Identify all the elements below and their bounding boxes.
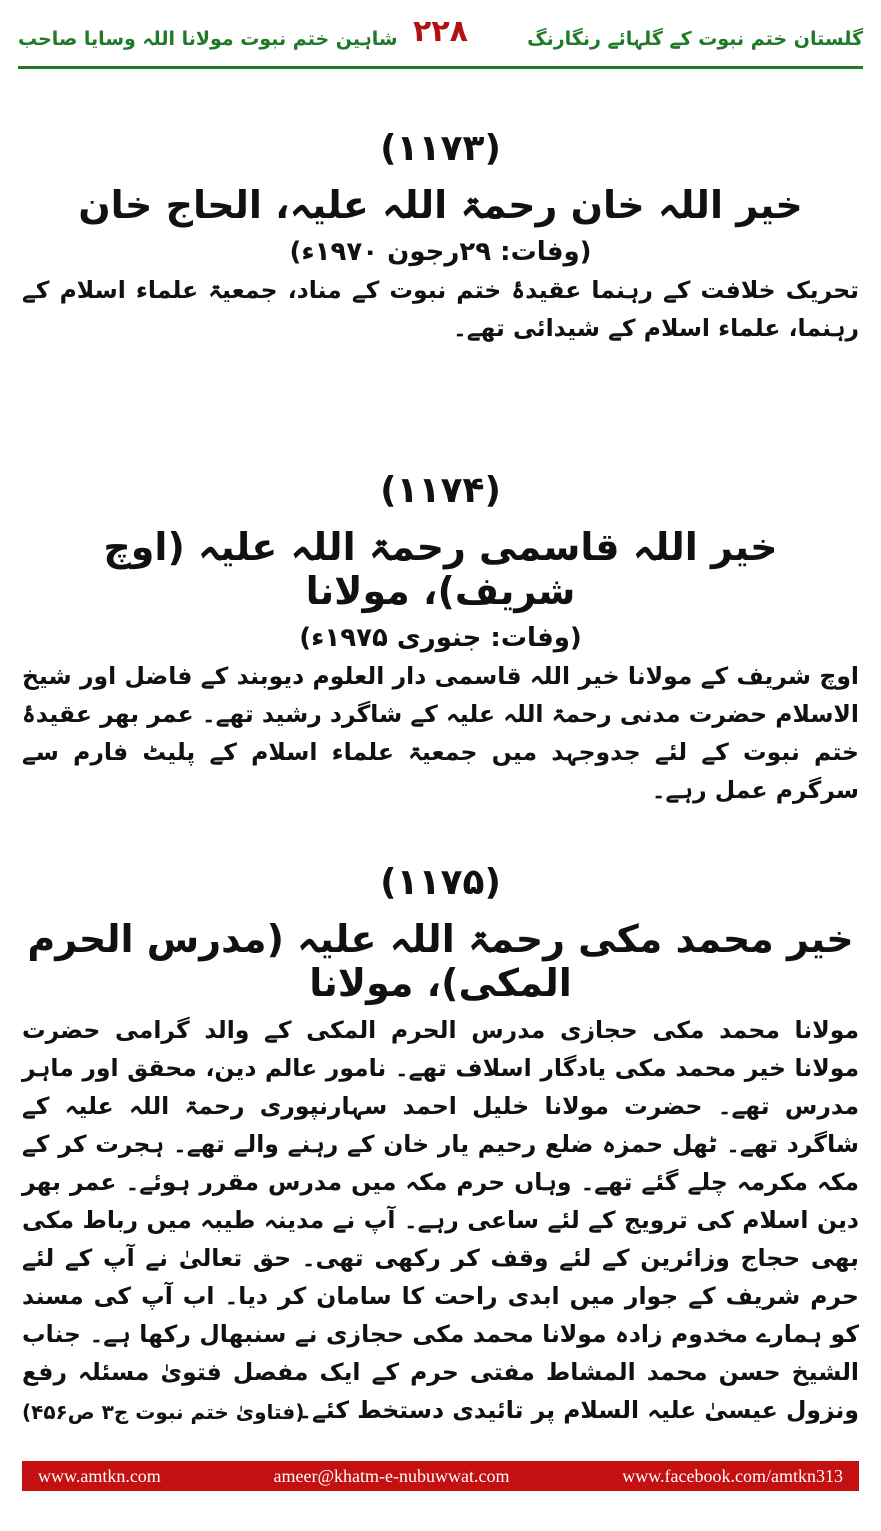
entry-number: (۱۱۷۵) bbox=[380, 862, 501, 903]
entry-dates: (وفات: ۲۹رجون ۱۹۷۰ء) bbox=[289, 237, 592, 267]
header-divider bbox=[18, 66, 863, 69]
page-header bbox=[18, 14, 863, 64]
footer-facebook-link[interactable]: www.facebook.com/amtkn313 bbox=[622, 1465, 843, 1486]
entry-number: (۱۱۷۴) bbox=[380, 470, 501, 511]
entry-body: مولانا محمد مکی حجازی مدرس الحرم المکی کے والد گرامی حضرت مولانا خیر محمد مکی یادگار اسلاف تھے۔ نامور عالم دین، محقق اور ماہر مدرس تھے۔ حضرت مولانا خلیل احمد سہارنپوری رحمۃ اللہ علیہ کے شاگرد تھے۔ ٹھل حمزہ ضلع رحیم یار خان کے رہنے والے تھے۔ ہجرت کر کے مکہ مکرمہ چلے گئے تھے۔ وہاں حرم مکہ میں مدرس مقرر ہوئے۔ عمر بھر دین اسلام کی ترویج کے لئے ساعی رہے۔ آپ نے مدینہ طیبہ میں رباط مکی بھی حجاج وزائرین کے لئے وقف کر رکھی تھی۔ حق تعالیٰ نے آپ کے لئے حرم شریف کے جوار میں ابدی راحت کا سامان کر دیا۔ اب آپ کی مسند کو ہمارے مخدوم زادہ مولانا محمد مکی حجازی نے سنبھال رکھا ہے۔ جناب الشیخ حسن محمد المشاط مفتی حرم کے ایک مفصل فتویٰ مسئلہ رفع ونزول عیسیٰ علیہ السلام پر تائیدی دستخط کئے۔ bbox=[22, 1016, 859, 1424]
page-footer bbox=[22, 1461, 859, 1491]
entry-number: (۱۱۷۳) bbox=[380, 128, 501, 169]
footer-website-link[interactable]: www.amtkn.com bbox=[38, 1465, 161, 1486]
entry-body: تحریک خلافت کے رہنما عقیدۂ ختم نبوت کے مناد، جمعیۃ علماء اسلام کے رہنما، علماء اسلام کے شیدائی تھے۔ bbox=[22, 276, 859, 342]
entry-1173 bbox=[22, 128, 859, 347]
entry-reference: (فتاویٰ ختم نبوت ج۳ ص۴۵۶) bbox=[22, 1400, 305, 1424]
page-number: ۲۲۸ bbox=[413, 14, 468, 49]
footer-email-link[interactable]: ameer@khatm-e-nubuwwat.com bbox=[273, 1465, 510, 1486]
header-author: شاہین ختم نبوت مولانا اللہ وسایا صاحب bbox=[18, 28, 398, 50]
entry-title: خیر اللہ قاسمی رحمۃ اللہ علیہ (اوچ شریف)، مولانا bbox=[103, 525, 778, 613]
entry-body: اوچ شریف کے مولانا خیر اللہ قاسمی دار العلوم دیوبند کے فاضل اور شیخ الاسلام حضرت مدنی رحمۃ اللہ علیہ کے شاگرد رشید تھے۔ عمر بھر عقیدۂ ختم نبوت کے لئے جدوجہد میں جمعیۃ علماء اسلام کے پلیٹ فارم سے سرگرم عمل رہے۔ bbox=[22, 662, 859, 804]
entry-dates: (وفات: جنوری ۱۹۷۵ء) bbox=[299, 623, 582, 653]
header-book-title: گلستان ختم نبوت کے گلہائے رنگارنگ bbox=[527, 28, 863, 50]
entry-1174 bbox=[22, 470, 859, 809]
entry-1175 bbox=[22, 862, 859, 1429]
entry-title: خیر محمد مکی رحمۃ اللہ علیہ (مدرس الحرم المکی)، مولانا bbox=[27, 917, 854, 1005]
entry-title: خیر اللہ خان رحمۃ اللہ علیہ، الحاج خان bbox=[78, 183, 803, 227]
